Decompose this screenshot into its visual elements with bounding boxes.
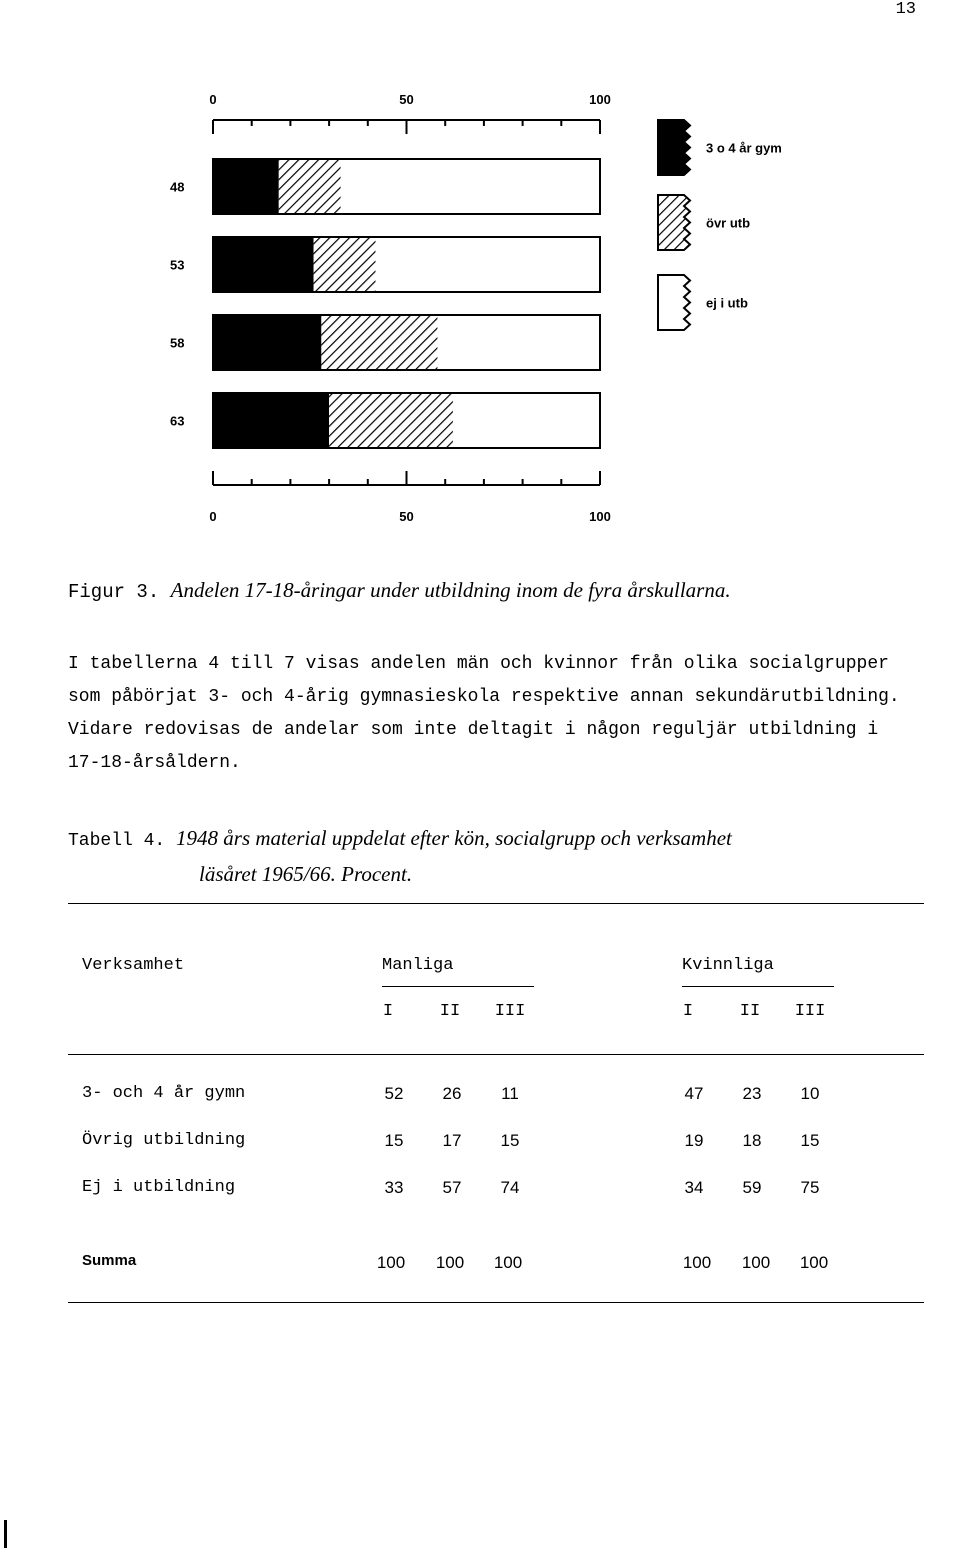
legend: [658, 120, 782, 330]
bars-group: [170, 159, 600, 448]
row-label: Ej i utbildning: [82, 1178, 236, 1197]
subheader-cell: II: [739, 1002, 761, 1021]
table-cell: 15: [800, 1131, 820, 1150]
body-paragraph: [68, 648, 948, 780]
subheader-cell: II: [439, 1002, 461, 1021]
total-label: Summa: [82, 1252, 137, 1269]
table-caption: [68, 822, 732, 894]
table-cell: 47: [684, 1084, 704, 1103]
table-header-rule: [68, 1054, 924, 1055]
table-cell: 15: [384, 1131, 404, 1150]
paragraph-line: I tabellerna 4 till 7 visas andelen män och kvinnor från olika socialgrupper: [68, 654, 889, 674]
bar-segment: [213, 315, 321, 370]
bar-segment: [279, 159, 341, 214]
bar-category-label: 58: [170, 335, 185, 351]
subheader-cell: I: [682, 1002, 694, 1021]
row-label: 3- och 4 år gymn: [82, 1084, 246, 1103]
total-cell: 100: [493, 1253, 523, 1272]
scan-edge-mark: [4, 1520, 7, 1548]
table-cell: 11: [501, 1084, 519, 1103]
bar-category-label: 48: [170, 179, 185, 195]
top-tick-label: 100: [589, 92, 611, 107]
bar-segment: [453, 393, 600, 448]
table-cell: 34: [684, 1178, 704, 1197]
kvinnliga-underline: [682, 986, 834, 987]
header-manliga: Manliga: [382, 956, 454, 975]
bar-category-label: 63: [170, 413, 185, 429]
subheader-cell: III: [794, 1002, 826, 1021]
subheader-cell: I: [382, 1002, 394, 1021]
bar-segment: [437, 315, 600, 370]
table-cell: 75: [800, 1178, 820, 1197]
figure-caption-text: Andelen 17-18-åringar under utbildning inom de fyra årskullarna.: [170, 578, 731, 602]
total-cell: 100: [799, 1253, 829, 1272]
legend-label: 3 o 4 år gym: [706, 140, 782, 156]
table-cell: 74: [500, 1178, 520, 1197]
table-cell: 18: [742, 1131, 762, 1150]
table-cell: 59: [742, 1178, 762, 1197]
bottom-tick-label: 50: [399, 509, 414, 524]
table-cell: 15: [500, 1131, 520, 1150]
legend-swatch: [658, 195, 690, 250]
figure-caption-label: Figur 3.: [68, 581, 160, 603]
legend-swatch: [658, 120, 690, 175]
page-number: 13: [895, 0, 916, 19]
total-cell: 100: [741, 1253, 771, 1272]
table-title-line2: läsåret 1965/66. Procent.: [199, 862, 413, 886]
top-tick-label: 50: [399, 92, 414, 107]
bottom-tick-label: 100: [589, 509, 611, 524]
legend-swatch: [658, 275, 690, 330]
bar-segment: [213, 237, 314, 292]
table-title-line1: 1948 års material uppdelat efter kön, socialgrupp och verksamhet: [176, 826, 732, 850]
bar-segment: [341, 159, 600, 214]
bar-segment: [213, 393, 329, 448]
header-kvinnliga: Kvinnliga: [682, 956, 774, 975]
table-cell: 33: [384, 1178, 404, 1197]
top-axis: [209, 92, 610, 134]
table-cell: 10: [800, 1084, 820, 1103]
table-cell: 26: [442, 1084, 462, 1103]
bar-category-label: 53: [170, 257, 185, 273]
total-cell: 100: [376, 1253, 406, 1272]
table-cell: 23: [742, 1084, 762, 1103]
bar-segment: [376, 237, 600, 292]
legend-label: övr utb: [706, 215, 751, 231]
bar-segment: [314, 237, 376, 292]
table-top-rule: [68, 903, 924, 904]
row-label: Övrig utbildning: [82, 1131, 246, 1150]
paragraph-line: som påbörjat 3- och 4-årig gymnasieskola respektive annan sekundärutbildning.: [68, 687, 900, 707]
table-cell: 57: [442, 1178, 462, 1197]
manliga-underline: [382, 986, 534, 987]
figure-caption: [68, 578, 731, 603]
bottom-axis: [209, 471, 610, 524]
table-bottom-rule: [68, 1302, 924, 1303]
table-cell: 19: [684, 1131, 704, 1150]
table-cell: 52: [384, 1084, 404, 1103]
bar-segment: [329, 393, 453, 448]
table-cell: 17: [442, 1131, 462, 1150]
top-tick-label: 0: [209, 92, 217, 107]
bar-segment: [213, 159, 279, 214]
paragraph-line: 17-18-årsåldern.: [68, 753, 241, 773]
total-cell: 100: [682, 1253, 712, 1272]
table-label: Tabell 4.: [68, 831, 166, 851]
bottom-tick-label: 0: [209, 509, 217, 524]
bar-segment: [321, 315, 437, 370]
stacked-bar-chart: [150, 80, 790, 530]
legend-label: ej i utb: [706, 295, 748, 311]
total-cell: 100: [435, 1253, 465, 1272]
paragraph-line: Vidare redovisas de andelar som inte deltagit i någon reguljär utbildning i: [68, 720, 879, 740]
subheader-cell: III: [494, 1002, 526, 1021]
header-verksamhet: Verksamhet: [82, 956, 185, 975]
